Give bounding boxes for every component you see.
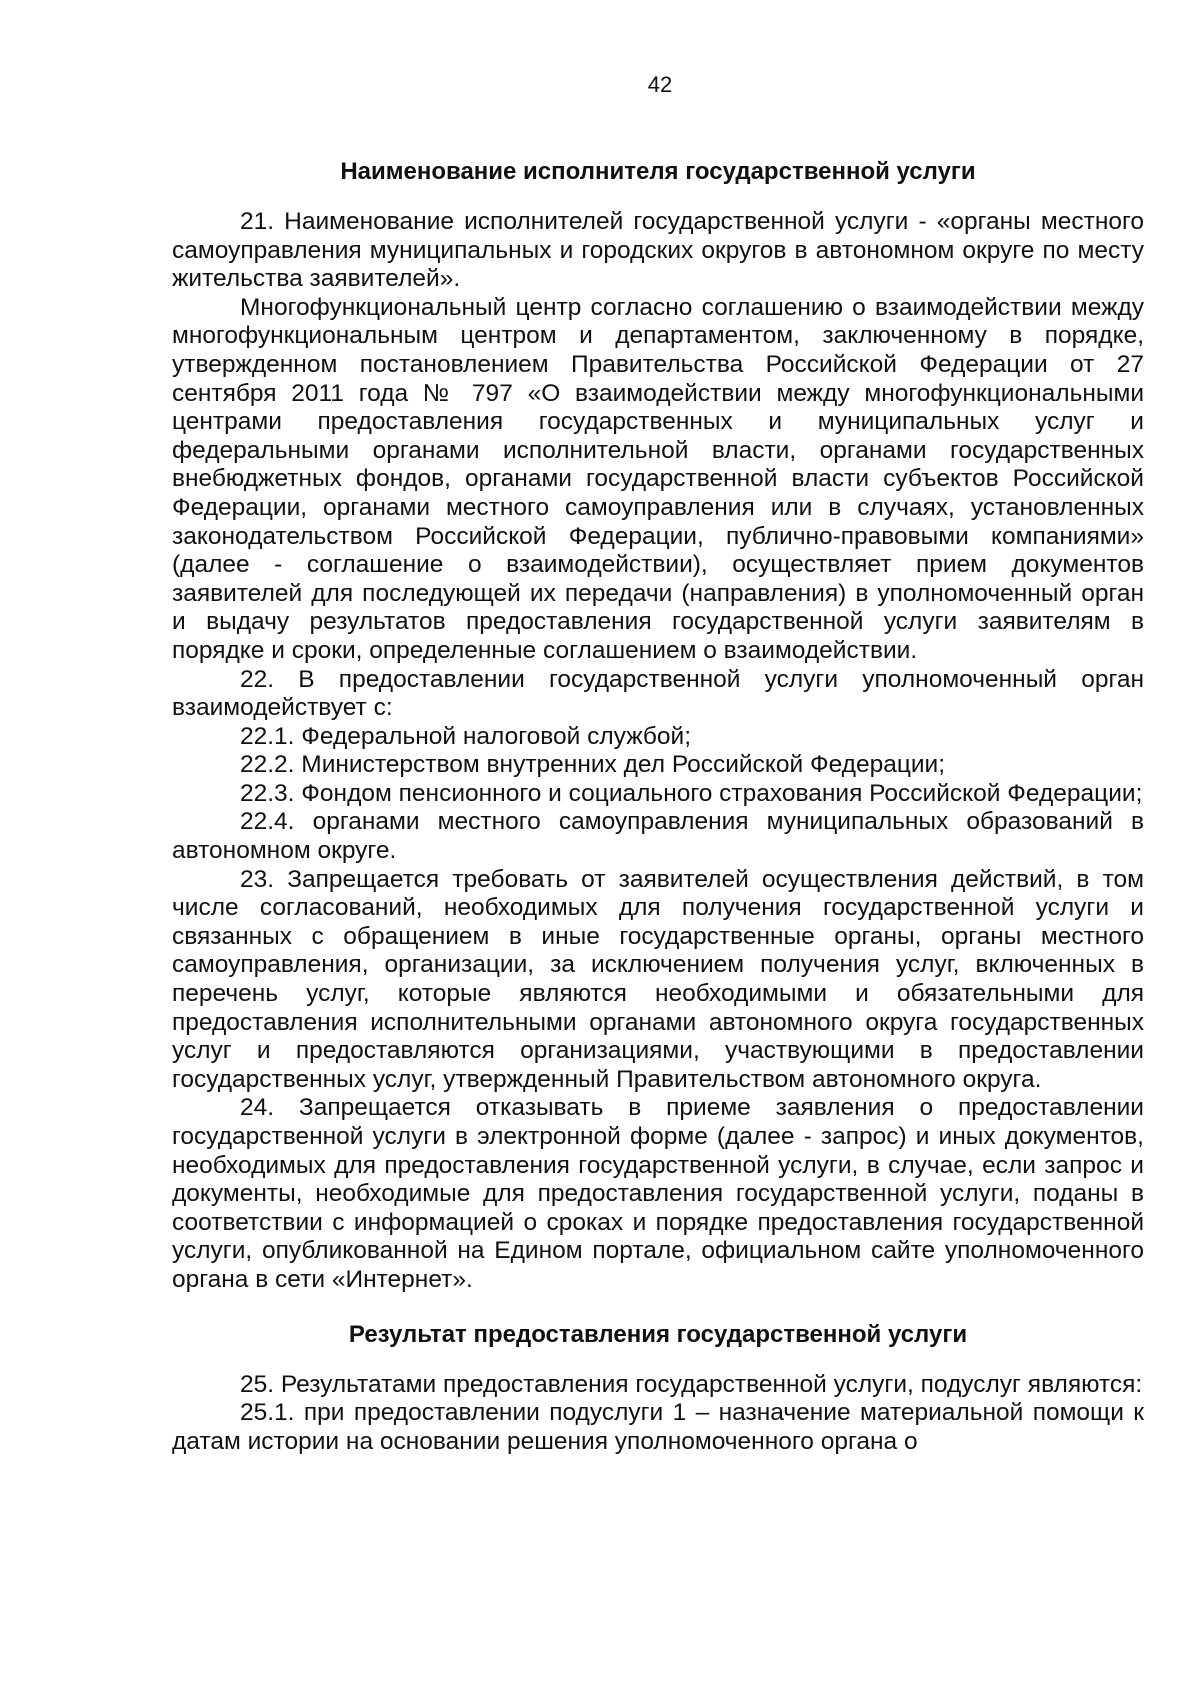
paragraph-21: 21. Наименование исполнителей государственной услуги - «органы местного самоуправления муниципальных и городских округов в автономном округе по месту жительства заявителей». <box>172 208 1144 293</box>
paragraph-22-2: 22.2. Министерством внутренних дел Российской Федерации; <box>240 751 946 779</box>
document-body <box>172 150 1144 1456</box>
paragraph-25: 25. Результатами предоставления государственной услуги, подуслуг являются: <box>240 1370 1143 1398</box>
paragraph-22-4: 22.4. органами местного самоуправления муниципальных образований в автономном округе. <box>172 808 1144 865</box>
paragraph-mfc: Многофункциональный центр согласно соглашению о взаимодействии между многофункциональным центром и департаментом, заключенному в порядке, утвержденном постановлением Правительства Российской Федерации от 27 сентября 2011 года № 797 «О взаимодействии между многофункциональными центрами предоставления государственных и муниципальных услуг и федеральными органами исполнительной власти, органами государственных внебюджетных фондов, органами государственной власти субъектов Российской Федерации, органами местного самоуправления или в случаях, установленных законодательством Российской Федерации, публично-правовыми компаниями» (далее - соглашение о взаимодействии), осуществляет прием документов заявителей для последующей их передачи (направления) в уполномоченный орган и выдачу результатов предоставления государственной услуги заявителям в порядке и сроки, определенные соглашением о взаимодействии. <box>172 293 1144 664</box>
page-number: 42 <box>647 72 673 97</box>
paragraph-24: 24. Запрещается отказывать в приеме заявления о предоставлении государственной услуги в электронной форме (далее - запрос) и иных документов, необходимых для предоставления государственной услуги, в случае, если запрос и документы, необходимые для предоставления государственной услуги, поданы в соответствии с информацией о сроках и порядке предоставления государственной услуги, опубликованной на Едином портале, официальном сайте уполномоченного органа в сети «Интернет». <box>172 1094 1144 1293</box>
section-title-result: Результат предоставления государственной услуги <box>348 1320 968 1348</box>
paragraph-25-1: 25.1. при предоставлении подуслуги 1 – назначение материальной помощи к датам истории на основании решения уполномоченного органа о <box>172 1399 1144 1455</box>
paragraph-23: 23. Запрещается требовать от заявителей осуществления действий, в том числе согласований, необходимых для получения государственной услуги и связанных с обращением в иные государственные органы, органы местного самоуправления, организации, за исключением получения услуг, включенных в перечень услуг, которые являются необходимыми и обязательными для предоставления исполнительными органами автономного округа государственных услуг и предоставляются организациями, участвующими в предоставлении государственных услуг, утвержденный Правительством автономного округа. <box>172 865 1144 1093</box>
paragraph-22: 22. В предоставлении государственной услуги уполномоченный орган взаимодействует с: <box>172 665 1144 722</box>
section-title-executor: Наименование исполнителя государственной услуги <box>340 158 976 185</box>
paragraph-22-1: 22.1. Федеральной налоговой службой; <box>240 722 692 750</box>
paragraph-22-3: 22.3. Фондом пенсионного и социального страхования Российской Федерации; <box>240 779 1143 807</box>
